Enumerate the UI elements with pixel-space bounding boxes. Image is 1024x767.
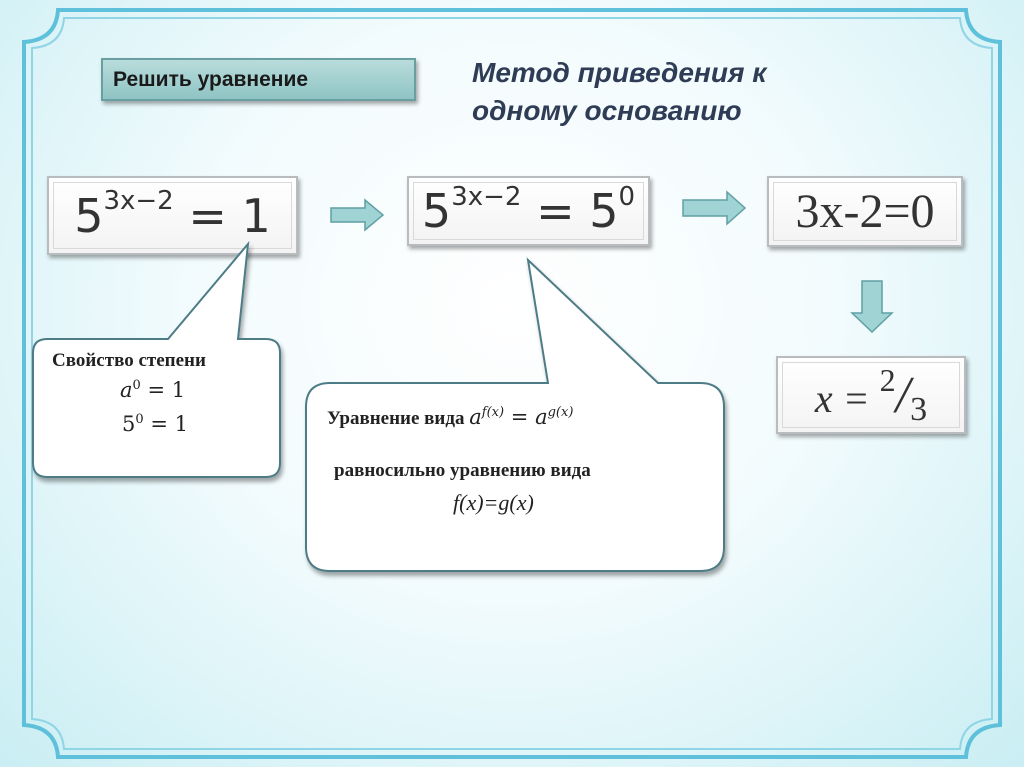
callout-equation-line2: равносильно уравнению вида [334,460,591,481]
power-rule: $a^0 = 1$ [120,378,186,402]
callout-equation [327,405,717,516]
arrow-right-icon [331,200,383,230]
task-label-text: Решить уравнение [113,67,309,91]
equation-1: $5^{3x-2} = 1$ [74,186,271,243]
arrow-right-icon [683,192,745,224]
power-example: $5^0 = 1$ [122,412,188,436]
callout-equation-line3: f(x)=g(x) [453,490,534,515]
callout-power [52,350,272,436]
callout-power-title: Свойство степени [52,350,206,371]
method-title-line1: Метод приведения к [472,57,767,88]
arrow-down-icon [852,281,892,332]
result-equation: $x = ^2/_3$ [814,362,928,428]
method-title-line2: одному основанию [472,95,742,126]
equation-2: $5^{3x-2} = 5^0$ [421,181,636,238]
callout-equation-line1: Уравнение вида $a^{f(x)} = a^{g(x)}$ [327,405,574,429]
equation-3: 3x-2=0 [795,185,935,238]
